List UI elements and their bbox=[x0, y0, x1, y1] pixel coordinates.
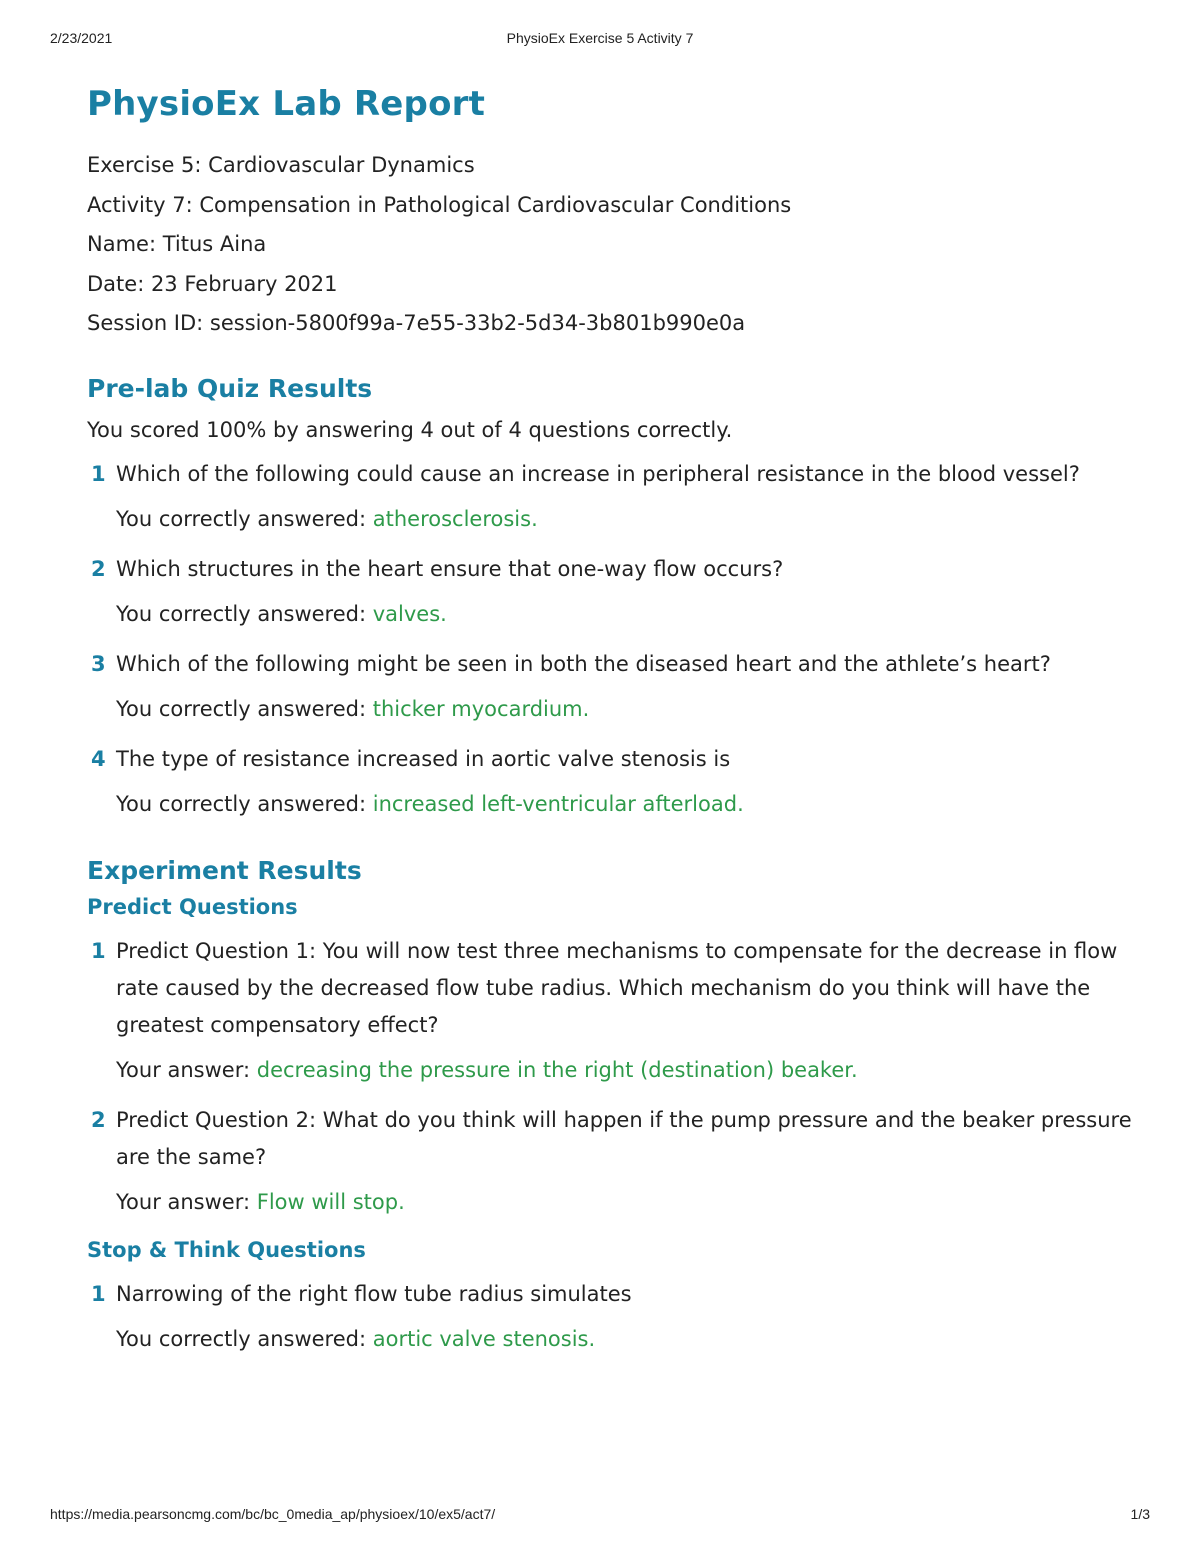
answer bbox=[87, 697, 1157, 721]
session-id: Session ID: session-5800f99a-7e55-33b2-5d34-3b801b990e0a bbox=[87, 311, 746, 335]
question-text: Predict Question 2: What do you think will happen if the pump pressure and the beaker pressure are the same? bbox=[116, 1107, 1132, 1169]
answer-prefix: You correctly answered: bbox=[116, 506, 373, 531]
prelab-question-item bbox=[87, 456, 1157, 531]
answer-prefix: You correctly answered: bbox=[116, 696, 373, 721]
question-text: The type of resistance increased in aortic valve stenosis is bbox=[116, 746, 731, 771]
question bbox=[87, 1102, 1157, 1176]
print-title: PhysioEx Exercise 5 Activity 7 bbox=[506, 30, 694, 46]
question bbox=[87, 1276, 1157, 1313]
answer bbox=[87, 1058, 1157, 1082]
question-text: Which structures in the heart ensure that one-way flow occurs? bbox=[116, 556, 784, 581]
prelab-question-item bbox=[87, 551, 1157, 626]
prelab-score: You scored 100% by answering 4 out of 4 questions correctly. bbox=[87, 417, 733, 442]
answer-prefix: Your answer: bbox=[116, 1189, 257, 1214]
answer-value: Flow will stop. bbox=[256, 1189, 405, 1214]
question-number: 2 bbox=[91, 556, 106, 581]
question-text: Which of the following could cause an increase in peripheral resistance in the blood vessel? bbox=[116, 461, 1080, 486]
question-number: 2 bbox=[91, 1107, 106, 1132]
activity-line: Activity 7: Compensation in Pathological Cardiovascular Conditions bbox=[87, 192, 792, 217]
page-url[interactable]: https://media.pearsoncmg.com/bc/bc_0media_ap/physioex/10/ex5/act7/ bbox=[50, 1506, 496, 1522]
question-number: 1 bbox=[91, 461, 106, 486]
print-date: 2/23/2021 bbox=[50, 30, 113, 46]
prelab-question-item bbox=[87, 741, 1157, 816]
prelab-question-list bbox=[87, 456, 1157, 816]
answer-prefix: You correctly answered: bbox=[116, 1326, 373, 1351]
page-number: 1/3 bbox=[1130, 1506, 1150, 1522]
answer bbox=[87, 1190, 1157, 1214]
question-number: 1 bbox=[91, 1281, 106, 1306]
student-name: Name: Titus Aina bbox=[87, 232, 267, 256]
lab-report bbox=[87, 84, 1157, 1351]
stop-think-question-item bbox=[87, 1276, 1157, 1351]
answer bbox=[87, 1327, 1157, 1351]
predict-heading: Predict Questions bbox=[87, 894, 298, 919]
answer bbox=[87, 507, 1157, 531]
experiment-heading: Experiment Results bbox=[87, 855, 362, 885]
question-number: 3 bbox=[91, 651, 106, 676]
answer bbox=[87, 602, 1157, 626]
answer-value: atherosclerosis. bbox=[372, 506, 538, 531]
question-text: Which of the following might be seen in both the diseased heart and the athlete’s heart? bbox=[116, 651, 1051, 676]
answer bbox=[87, 792, 1157, 816]
prelab-heading: Pre-lab Quiz Results bbox=[87, 373, 373, 403]
exercise-line: Exercise 5: Cardiovascular Dynamics bbox=[87, 153, 475, 177]
answer-value: thicker myocardium. bbox=[372, 696, 590, 721]
report-date: Date: 23 February 2021 bbox=[87, 271, 338, 296]
answer-value: valves. bbox=[372, 601, 447, 626]
question bbox=[87, 551, 1157, 588]
prelab-question-item bbox=[87, 646, 1157, 721]
question bbox=[87, 933, 1157, 1044]
predict-question-list bbox=[87, 933, 1157, 1214]
question bbox=[87, 646, 1157, 683]
answer-value: increased left-ventricular afterload. bbox=[372, 791, 744, 816]
question-text: Narrowing of the right flow tube radius simulates bbox=[116, 1281, 632, 1306]
stop-think-heading: Stop & Think Questions bbox=[87, 1237, 366, 1262]
answer-prefix: Your answer: bbox=[116, 1057, 257, 1082]
report-title: PhysioEx Lab Report bbox=[87, 84, 486, 124]
answer-prefix: You correctly answered: bbox=[116, 791, 373, 816]
predict-question-item bbox=[87, 1102, 1157, 1214]
predict-question-item bbox=[87, 933, 1157, 1082]
question bbox=[87, 456, 1157, 493]
answer-value: aortic valve stenosis. bbox=[372, 1326, 596, 1351]
answer-prefix: You correctly answered: bbox=[116, 601, 373, 626]
answer-value: decreasing the pressure in the right (destination) beaker. bbox=[256, 1057, 858, 1082]
stop-think-question-list bbox=[87, 1276, 1157, 1351]
question-number: 1 bbox=[91, 938, 106, 963]
question-text: Predict Question 1: You will now test three mechanisms to compensate for the decrease in flow rate caused by the decreased flow tube radius. Which mechanism do you think will have the greatest compensatory effect? bbox=[116, 938, 1118, 1037]
question bbox=[87, 741, 1157, 778]
question-number: 4 bbox=[91, 746, 106, 771]
